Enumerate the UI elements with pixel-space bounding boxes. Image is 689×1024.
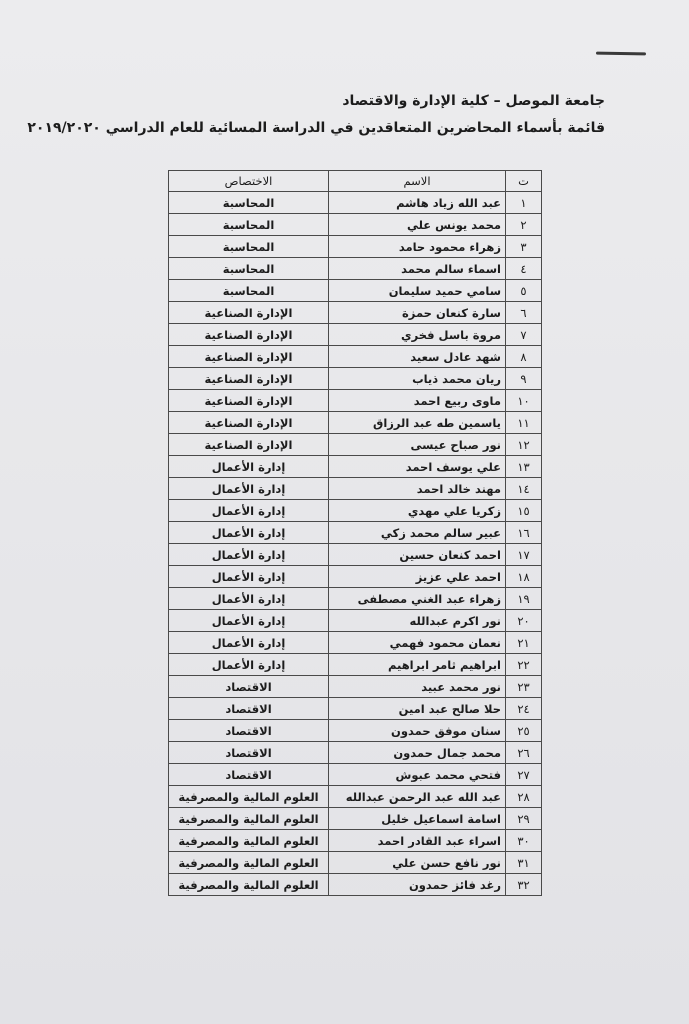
lecturer-name: محمد يونس علي (329, 214, 506, 236)
row-number: ٦ (506, 302, 542, 324)
lecturer-specialty: العلوم المالية والمصرفية (169, 874, 329, 896)
table-row (169, 544, 542, 566)
lecturer-specialty: الإدارة الصناعية (169, 412, 329, 434)
lecturer-name: زهراء محمود حامد (329, 236, 506, 258)
lecturer-specialty: المحاسبة (169, 258, 329, 280)
row-number: ٢٥ (506, 720, 542, 742)
table-row (169, 302, 542, 324)
lecturer-specialty: الاقتصاد (169, 764, 329, 786)
pen-mark (596, 52, 646, 56)
row-number: ٢٧ (506, 764, 542, 786)
lecturer-specialty: إدارة الأعمال (169, 544, 329, 566)
lecturer-name: ريان محمد ذياب (329, 368, 506, 390)
row-number: ١٢ (506, 434, 542, 456)
table-row (169, 192, 542, 214)
lecturer-name: ماوى ربيع احمد (329, 390, 506, 412)
lecturer-name: نور نافع حسن علي (329, 852, 506, 874)
lecturer-name: علي يوسف احمد (329, 456, 506, 478)
lecturer-specialty: الإدارة الصناعية (169, 302, 329, 324)
row-number: ٨ (506, 346, 542, 368)
table-row (169, 720, 542, 742)
lecturer-name: سنان موفق حمدون (329, 720, 506, 742)
table-row (169, 280, 542, 302)
lecturer-specialty: العلوم المالية والمصرفية (169, 830, 329, 852)
table-row (169, 786, 542, 808)
lecturer-specialty: العلوم المالية والمصرفية (169, 808, 329, 830)
lecturer-name: سامي حميد سليمان (329, 280, 506, 302)
row-number: ٢٤ (506, 698, 542, 720)
lecturer-name: اسماء سالم محمد (329, 258, 506, 280)
row-number: ١ (506, 192, 542, 214)
lecturer-name: شهد عادل سعيد (329, 346, 506, 368)
table-row (169, 610, 542, 632)
row-number: ٢٢ (506, 654, 542, 676)
table-row (169, 346, 542, 368)
column-header-specialty: الاختصاص (169, 171, 329, 192)
table-row (169, 632, 542, 654)
row-number: ٢٠ (506, 610, 542, 632)
table-row (169, 742, 542, 764)
table-row (169, 654, 542, 676)
lecturer-specialty: الإدارة الصناعية (169, 390, 329, 412)
lecturer-specialty: المحاسبة (169, 280, 329, 302)
university-line: جامعة الموصل – كلية الإدارة والاقتصاد (342, 93, 605, 109)
table-header-row (169, 171, 542, 192)
lecturer-name: رغد فائز حمدون (329, 874, 506, 896)
row-number: ١٠ (506, 390, 542, 412)
lecturer-specialty: الاقتصاد (169, 676, 329, 698)
row-number: ٣٠ (506, 830, 542, 852)
lecturer-specialty: الإدارة الصناعية (169, 324, 329, 346)
row-number: ٢٩ (506, 808, 542, 830)
lecturer-name: فتحي محمد عبوش (329, 764, 506, 786)
lecturer-name: نور اكرم عبدالله (329, 610, 506, 632)
row-number: ٢ (506, 214, 542, 236)
lecturer-specialty: إدارة الأعمال (169, 522, 329, 544)
table-row (169, 874, 542, 896)
lecturer-specialty: إدارة الأعمال (169, 456, 329, 478)
table-row (169, 324, 542, 346)
lecturer-specialty: المحاسبة (169, 192, 329, 214)
row-number: ١٤ (506, 478, 542, 500)
lecturer-name: مهند خالد احمد (329, 478, 506, 500)
lecturer-name: حلا صالح عبد امين (329, 698, 506, 720)
row-number: ٢٦ (506, 742, 542, 764)
lecturer-name: زكريا علي مهدي (329, 500, 506, 522)
lecturer-specialty: إدارة الأعمال (169, 654, 329, 676)
row-number: ٣ (506, 236, 542, 258)
lecturer-specialty: المحاسبة (169, 214, 329, 236)
lecturer-specialty: إدارة الأعمال (169, 610, 329, 632)
lecturer-name: نور محمد عبيد (329, 676, 506, 698)
lecturer-name: احمد علي عزيز (329, 566, 506, 588)
table-row (169, 214, 542, 236)
lecturer-name: مروة باسل فخري (329, 324, 506, 346)
lecturer-specialty: إدارة الأعمال (169, 588, 329, 610)
lecturer-specialty: إدارة الأعمال (169, 478, 329, 500)
table-row (169, 478, 542, 500)
table-row (169, 588, 542, 610)
lecturer-name: سارة كنعان حمزة (329, 302, 506, 324)
lecturer-name: عبد الله عبد الرحمن عبدالله (329, 786, 506, 808)
table-row (169, 522, 542, 544)
column-header-number: ت (506, 171, 542, 192)
lecturer-specialty: الإدارة الصناعية (169, 346, 329, 368)
lecturer-specialty: المحاسبة (169, 236, 329, 258)
lecturer-name: عبير سالم محمد زكي (329, 522, 506, 544)
table-row (169, 808, 542, 830)
table-row (169, 676, 542, 698)
lecturer-name: زهراء عبد الغني مصطفى (329, 588, 506, 610)
lecturer-name: اسراء عبد القادر احمد (329, 830, 506, 852)
table-row (169, 830, 542, 852)
table-row (169, 258, 542, 280)
lecturer-name: نور صباح عيسى (329, 434, 506, 456)
table-row (169, 566, 542, 588)
lecturer-specialty: الاقتصاد (169, 742, 329, 764)
table-row (169, 698, 542, 720)
table-row (169, 852, 542, 874)
table-row (169, 456, 542, 478)
row-number: ٣١ (506, 852, 542, 874)
lecturer-name: عبد الله زياد هاشم (329, 192, 506, 214)
table-row (169, 368, 542, 390)
row-number: ١٨ (506, 566, 542, 588)
row-number: ١٥ (506, 500, 542, 522)
row-number: ١١ (506, 412, 542, 434)
table-row (169, 764, 542, 786)
lecturer-specialty: إدارة الأعمال (169, 566, 329, 588)
lecturers-table (168, 170, 542, 896)
row-number: ٢١ (506, 632, 542, 654)
table-row (169, 500, 542, 522)
row-number: ١٩ (506, 588, 542, 610)
row-number: ١٧ (506, 544, 542, 566)
lecturer-specialty: العلوم المالية والمصرفية (169, 852, 329, 874)
document-title: قائمة بأسماء المحاضرين المتعاقدين في الدراسة المسائية للعام الدراسي ٢٠١٩/٢٠٢٠ (27, 120, 605, 136)
lecturer-specialty: العلوم المالية والمصرفية (169, 786, 329, 808)
lecturer-specialty: الاقتصاد (169, 720, 329, 742)
lecturer-name: نعمان محمود فهمي (329, 632, 506, 654)
lecturer-specialty: الإدارة الصناعية (169, 434, 329, 456)
lecturer-specialty: الإدارة الصناعية (169, 368, 329, 390)
column-header-name: الاسم (329, 171, 506, 192)
row-number: ٧ (506, 324, 542, 346)
lecturer-name: محمد جمال حمدون (329, 742, 506, 764)
lecturer-specialty: إدارة الأعمال (169, 500, 329, 522)
table-row (169, 236, 542, 258)
lecturer-name: اسامة اسماعيل خليل (329, 808, 506, 830)
lecturer-name: ابراهيم ثامر ابراهيم (329, 654, 506, 676)
row-number: ١٣ (506, 456, 542, 478)
row-number: ٢٣ (506, 676, 542, 698)
row-number: ٥ (506, 280, 542, 302)
table-row (169, 412, 542, 434)
lecturer-specialty: الاقتصاد (169, 698, 329, 720)
row-number: ٣٢ (506, 874, 542, 896)
row-number: ٩ (506, 368, 542, 390)
table-row (169, 434, 542, 456)
row-number: ٤ (506, 258, 542, 280)
lecturer-name: ياسمين طه عبد الرزاق (329, 412, 506, 434)
row-number: ٢٨ (506, 786, 542, 808)
row-number: ١٦ (506, 522, 542, 544)
lecturer-specialty: إدارة الأعمال (169, 632, 329, 654)
table-row (169, 390, 542, 412)
lecturer-name: احمد كنعان حسين (329, 544, 506, 566)
